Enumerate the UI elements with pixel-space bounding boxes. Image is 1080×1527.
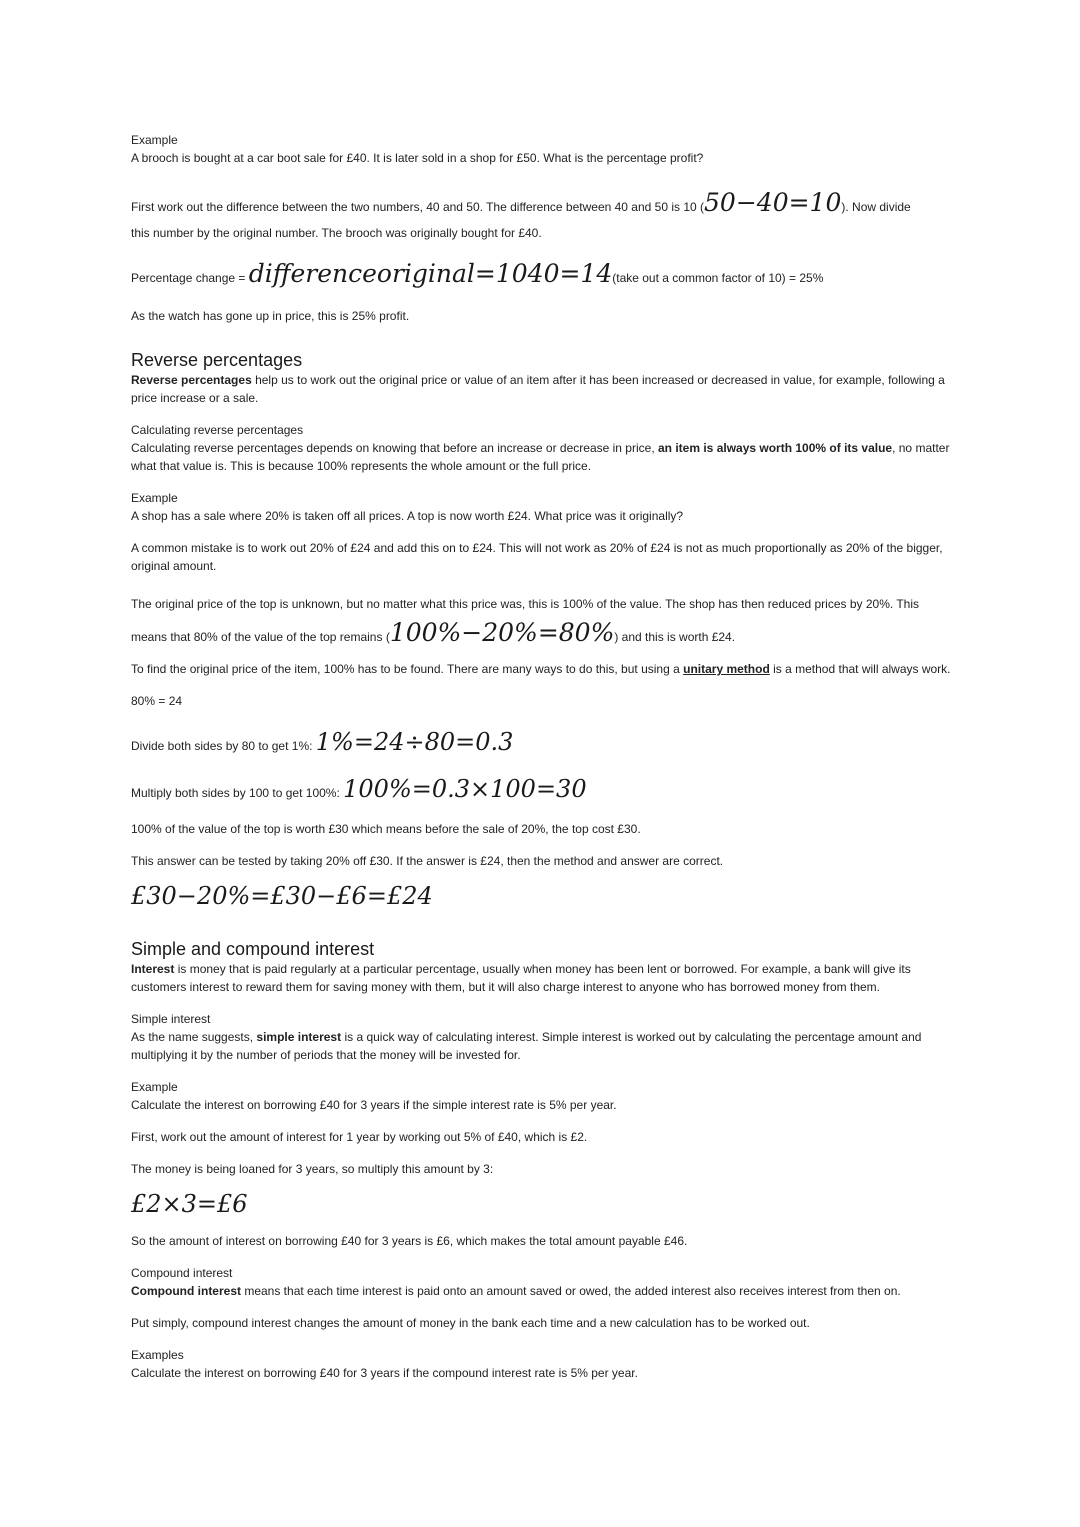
percentage-change-paragraph: Percentage change = differenceoriginal=1040=14(take out a common factor of 10) = 25% <box>131 259 824 288</box>
unitary-method-link[interactable]: unitary method <box>683 662 770 676</box>
examples-label: Examples <box>131 1348 184 1362</box>
reverse-percentages-intro: Reverse percentages help us to work out the original price or value of an item after it has been increased or decreased in value, for example, following a price increase or a sale. <box>131 373 945 405</box>
calculating-reverse-text: Calculating reverse percentages depends on knowing that before an increase or decrease in price, an item is always worth 100% of its value, no matter what that value is. This is because 100% represents the whole amount or the full price. <box>131 441 950 473</box>
answer-test-text: This answer can be tested by taking 20% off £30. If the answer is £24, then the method and answer are correct. <box>131 854 724 868</box>
compound-interest-text: Compound interest means that each time interest is paid onto an amount saved or owed, the added interest also receives interest from then on. <box>131 1284 901 1298</box>
example-label: Example <box>131 491 178 505</box>
example-question: Calculate the interest on borrowing £40 for 3 years if the simple interest rate is 5% per year. <box>131 1098 617 1112</box>
equation-80-percent: 80% = 24 <box>131 694 183 708</box>
loaned-text: The money is being loaned for 3 years, so multiply this amount by 3: <box>131 1162 494 1176</box>
simple-interest-label: Simple interest <box>131 1012 211 1026</box>
difference-equation: 50−40=10 <box>704 188 842 217</box>
example-label: Example <box>131 1080 178 1094</box>
remaining-value-equation: 100%−20%=80% <box>389 618 615 647</box>
examples-question: Calculate the interest on borrowing £40 for 3 years if the compound interest rate is 5% per year. <box>131 1366 638 1380</box>
unitary-method-paragraph: To find the original price of the item, 100% has to be found. There are many ways to do this, but using a unitary method is a method that will always work. <box>131 662 951 676</box>
one-percent-equation: 1%=24÷80=0.3 <box>315 728 514 756</box>
calculating-reverse-label: Calculating reverse percentages <box>131 423 304 437</box>
document-content <box>131 131 951 1382</box>
divide-step: Divide both sides by 80 to get 1%: 1%=24÷80=0.3 <box>131 728 514 756</box>
interest-intro: Interest is money that is paid regularly at a particular percentage, usually when money has been lent or borrowed. For example, a bank will give its customers interest to reward them for saving money with them, but it will also charge interest to anyone who has borrowed money from them. <box>131 962 911 994</box>
example-question: A shop has a sale where 20% is taken off all prices. A top is now worth £24. What price was it originally? <box>131 509 684 523</box>
example-label: Example <box>131 133 178 147</box>
watch-profit-text: As the watch has gone up in price, this is 25% profit. <box>131 309 410 323</box>
check-equation: £30−20%=£30−£6=£24 <box>131 882 433 910</box>
example-question: A brooch is bought at a car boot sale for £40. It is later sold in a shop for £50. What is the percentage profit? <box>131 151 704 165</box>
simple-interest-equation: £2×3=£6 <box>131 1190 248 1218</box>
percentage-change-equation: differenceoriginal=1040=14 <box>248 259 613 288</box>
simple-interest-text: As the name suggests, simple interest is a quick way of calculating interest. Simple interest is worked out by calculating the percentage amount and multiplying it by the number of periods that the money will be invested for. <box>131 1030 922 1062</box>
reverse-percentages-heading: Reverse percentages <box>131 350 303 370</box>
first-step-text: First, work out the amount of interest for 1 year by working out 5% of £40, which is £2. <box>131 1130 588 1144</box>
common-mistake-text: A common mistake is to work out 20% of £24 and add this on to £24. This will not work as 20% of £24 is not as much proportionally as 20% of the bigger, original amount. <box>131 541 943 573</box>
total-payable-text: So the amount of interest on borrowing £40 for 3 years is £6, which makes the total amount payable £46. <box>131 1234 688 1248</box>
put-simply-text: Put simply, compound interest changes the amount of money in the bank each time and a new calculation has to be worked out. <box>131 1316 810 1330</box>
interest-heading: Simple and compound interest <box>131 939 375 959</box>
hundred-percent-equation: 100%=0.3×100=30 <box>343 775 587 803</box>
worth-30-text: 100% of the value of the top is worth £30 which means before the sale of 20%, the top cost £30. <box>131 822 641 836</box>
difference-paragraph: First work out the difference between the two numbers, 40 and 50. The difference between 40 and 50 is 10 (50−40=10). Now divide this number by the original number. The brooch was originally bought for £40. <box>131 188 911 240</box>
original-price-paragraph: The original price of the top is unknown, but no matter what this price was, this is 100% of the value. The shop has then reduced prices by 20%. This means that 80% of the value of the top remains (100%−20%=80%) and this is worth £24. <box>131 597 919 647</box>
multiply-step: Multiply both sides by 100 to get 100%: 100%=0.3×100=30 <box>131 775 587 803</box>
compound-interest-label: Compound interest <box>131 1266 233 1280</box>
